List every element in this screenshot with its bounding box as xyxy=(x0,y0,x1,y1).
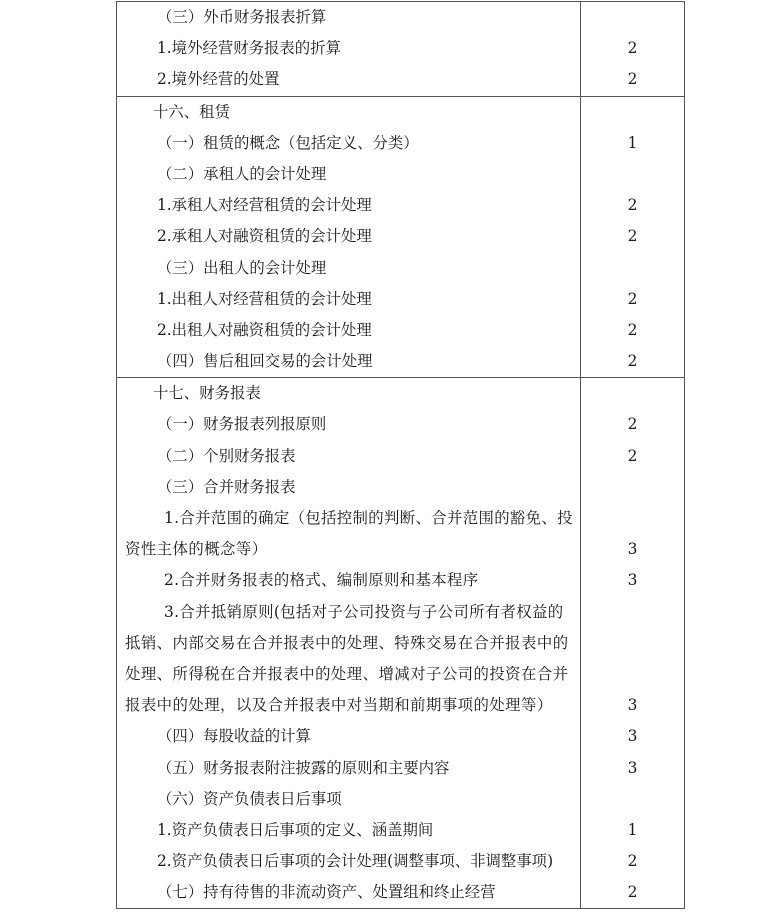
syllabus-page xyxy=(116,1,683,909)
subheading: （一）租赁的概念（包括定义、分类） xyxy=(157,133,419,152)
hours-value xyxy=(581,597,684,628)
subheading: （四）每股收益的计算 xyxy=(157,727,311,746)
subheading: （四）售后租回交易的会计处理 xyxy=(157,352,373,371)
section-row-financial-statements xyxy=(117,378,685,909)
hours-value: 2 xyxy=(627,352,638,371)
list-item-continuation: 报表中的处理，以及合并报表中对当期和前期事项的处理等） xyxy=(125,696,553,715)
chapter-heading: 十六、租赁 xyxy=(153,102,230,121)
hours-value: 3 xyxy=(627,571,638,590)
chapter-heading: 十七、财务报表 xyxy=(153,384,261,403)
section-content-lease xyxy=(117,96,581,378)
hours-value: 2 xyxy=(627,196,638,215)
subheading: （六）资产负债表日后事项 xyxy=(157,789,342,808)
subheading: （二）个别财务报表 xyxy=(157,446,296,465)
hours-value xyxy=(581,159,684,190)
hours-value xyxy=(581,659,684,690)
section-content-forex xyxy=(117,2,581,97)
hours-value: 2 xyxy=(627,320,638,339)
hours-value xyxy=(581,472,684,503)
list-item: 1.资产负债表日后事项的定义、涵盖期间 xyxy=(157,820,434,839)
hours-value xyxy=(581,97,684,128)
hours-value xyxy=(581,503,684,534)
hours-value: 1 xyxy=(627,133,638,152)
hours-value xyxy=(581,2,684,33)
hours-value: 2 xyxy=(627,883,638,902)
section-content-financial-statements xyxy=(117,378,581,909)
list-item: 2.资产负债表日后事项的会计处理(调整事项、非调整事项) xyxy=(157,852,554,871)
subheading: （三）出租人的会计处理 xyxy=(157,258,327,277)
section-hours-financial-statements xyxy=(581,378,685,909)
hours-value: 2 xyxy=(627,446,638,465)
hours-value xyxy=(581,378,684,409)
list-item: 1.出租人对经营租赁的会计处理 xyxy=(157,289,372,308)
section-hours-forex xyxy=(581,2,685,97)
list-item: 2.出租人对融资租赁的会计处理 xyxy=(157,320,372,339)
hours-value: 2 xyxy=(627,70,638,89)
hours-value: 3 xyxy=(627,540,638,559)
list-item-continuation: 资性主体的概念等） xyxy=(125,540,268,559)
subheading: （三）合并财务报表 xyxy=(157,477,296,496)
section-hours-lease xyxy=(581,96,685,378)
hours-value: 2 xyxy=(627,415,638,434)
subheading: （二）承租人的会计处理 xyxy=(157,164,327,183)
list-item-continuation: 处理、所得税在合并报表中的处理、增减对子公司的投资在合并 xyxy=(125,664,569,683)
section-row-lease xyxy=(117,96,685,378)
hours-value xyxy=(581,628,684,659)
list-item: 1.境外经营财务报表的折算 xyxy=(157,39,341,58)
hours-value: 3 xyxy=(627,696,638,715)
hours-value: 2 xyxy=(627,39,638,58)
hours-value xyxy=(581,253,684,284)
list-item: 1.承租人对经营租赁的会计处理 xyxy=(157,196,372,215)
list-item: 2.境外经营的处置 xyxy=(157,70,280,89)
list-item: 2.承租人对融资租赁的会计处理 xyxy=(157,227,372,246)
hours-value: 3 xyxy=(627,727,638,746)
hours-value: 3 xyxy=(627,758,638,777)
section-row-forex xyxy=(117,2,685,97)
syllabus-table xyxy=(116,1,685,909)
subheading: （七）持有待售的非流动资产、处置组和终止经营 xyxy=(157,883,496,902)
list-item: 2.合并财务报表的格式、编制原则和基本程序 xyxy=(164,571,479,590)
hours-value: 2 xyxy=(627,227,638,246)
hours-value: 2 xyxy=(627,289,638,308)
hours-value: 2 xyxy=(627,852,638,871)
hours-value: 1 xyxy=(627,820,638,839)
subheading: （三）外币财务报表折算 xyxy=(157,8,327,26)
list-item: 1.合并范围的确定（包括控制的判断、合并范围的豁免、投 xyxy=(164,509,573,527)
subheading: （一）财务报表列报原则 xyxy=(157,415,327,434)
list-item: 3.合并抵销原则(包括对子公司投资与子公司所有者权益的 xyxy=(164,602,564,621)
hours-value xyxy=(581,784,684,815)
subheading: （五）财务报表附注披露的原则和主要内容 xyxy=(157,758,450,777)
list-item-continuation: 抵销、内部交易在合并报表中的处理、特殊交易在合并报表中的 xyxy=(125,633,569,652)
